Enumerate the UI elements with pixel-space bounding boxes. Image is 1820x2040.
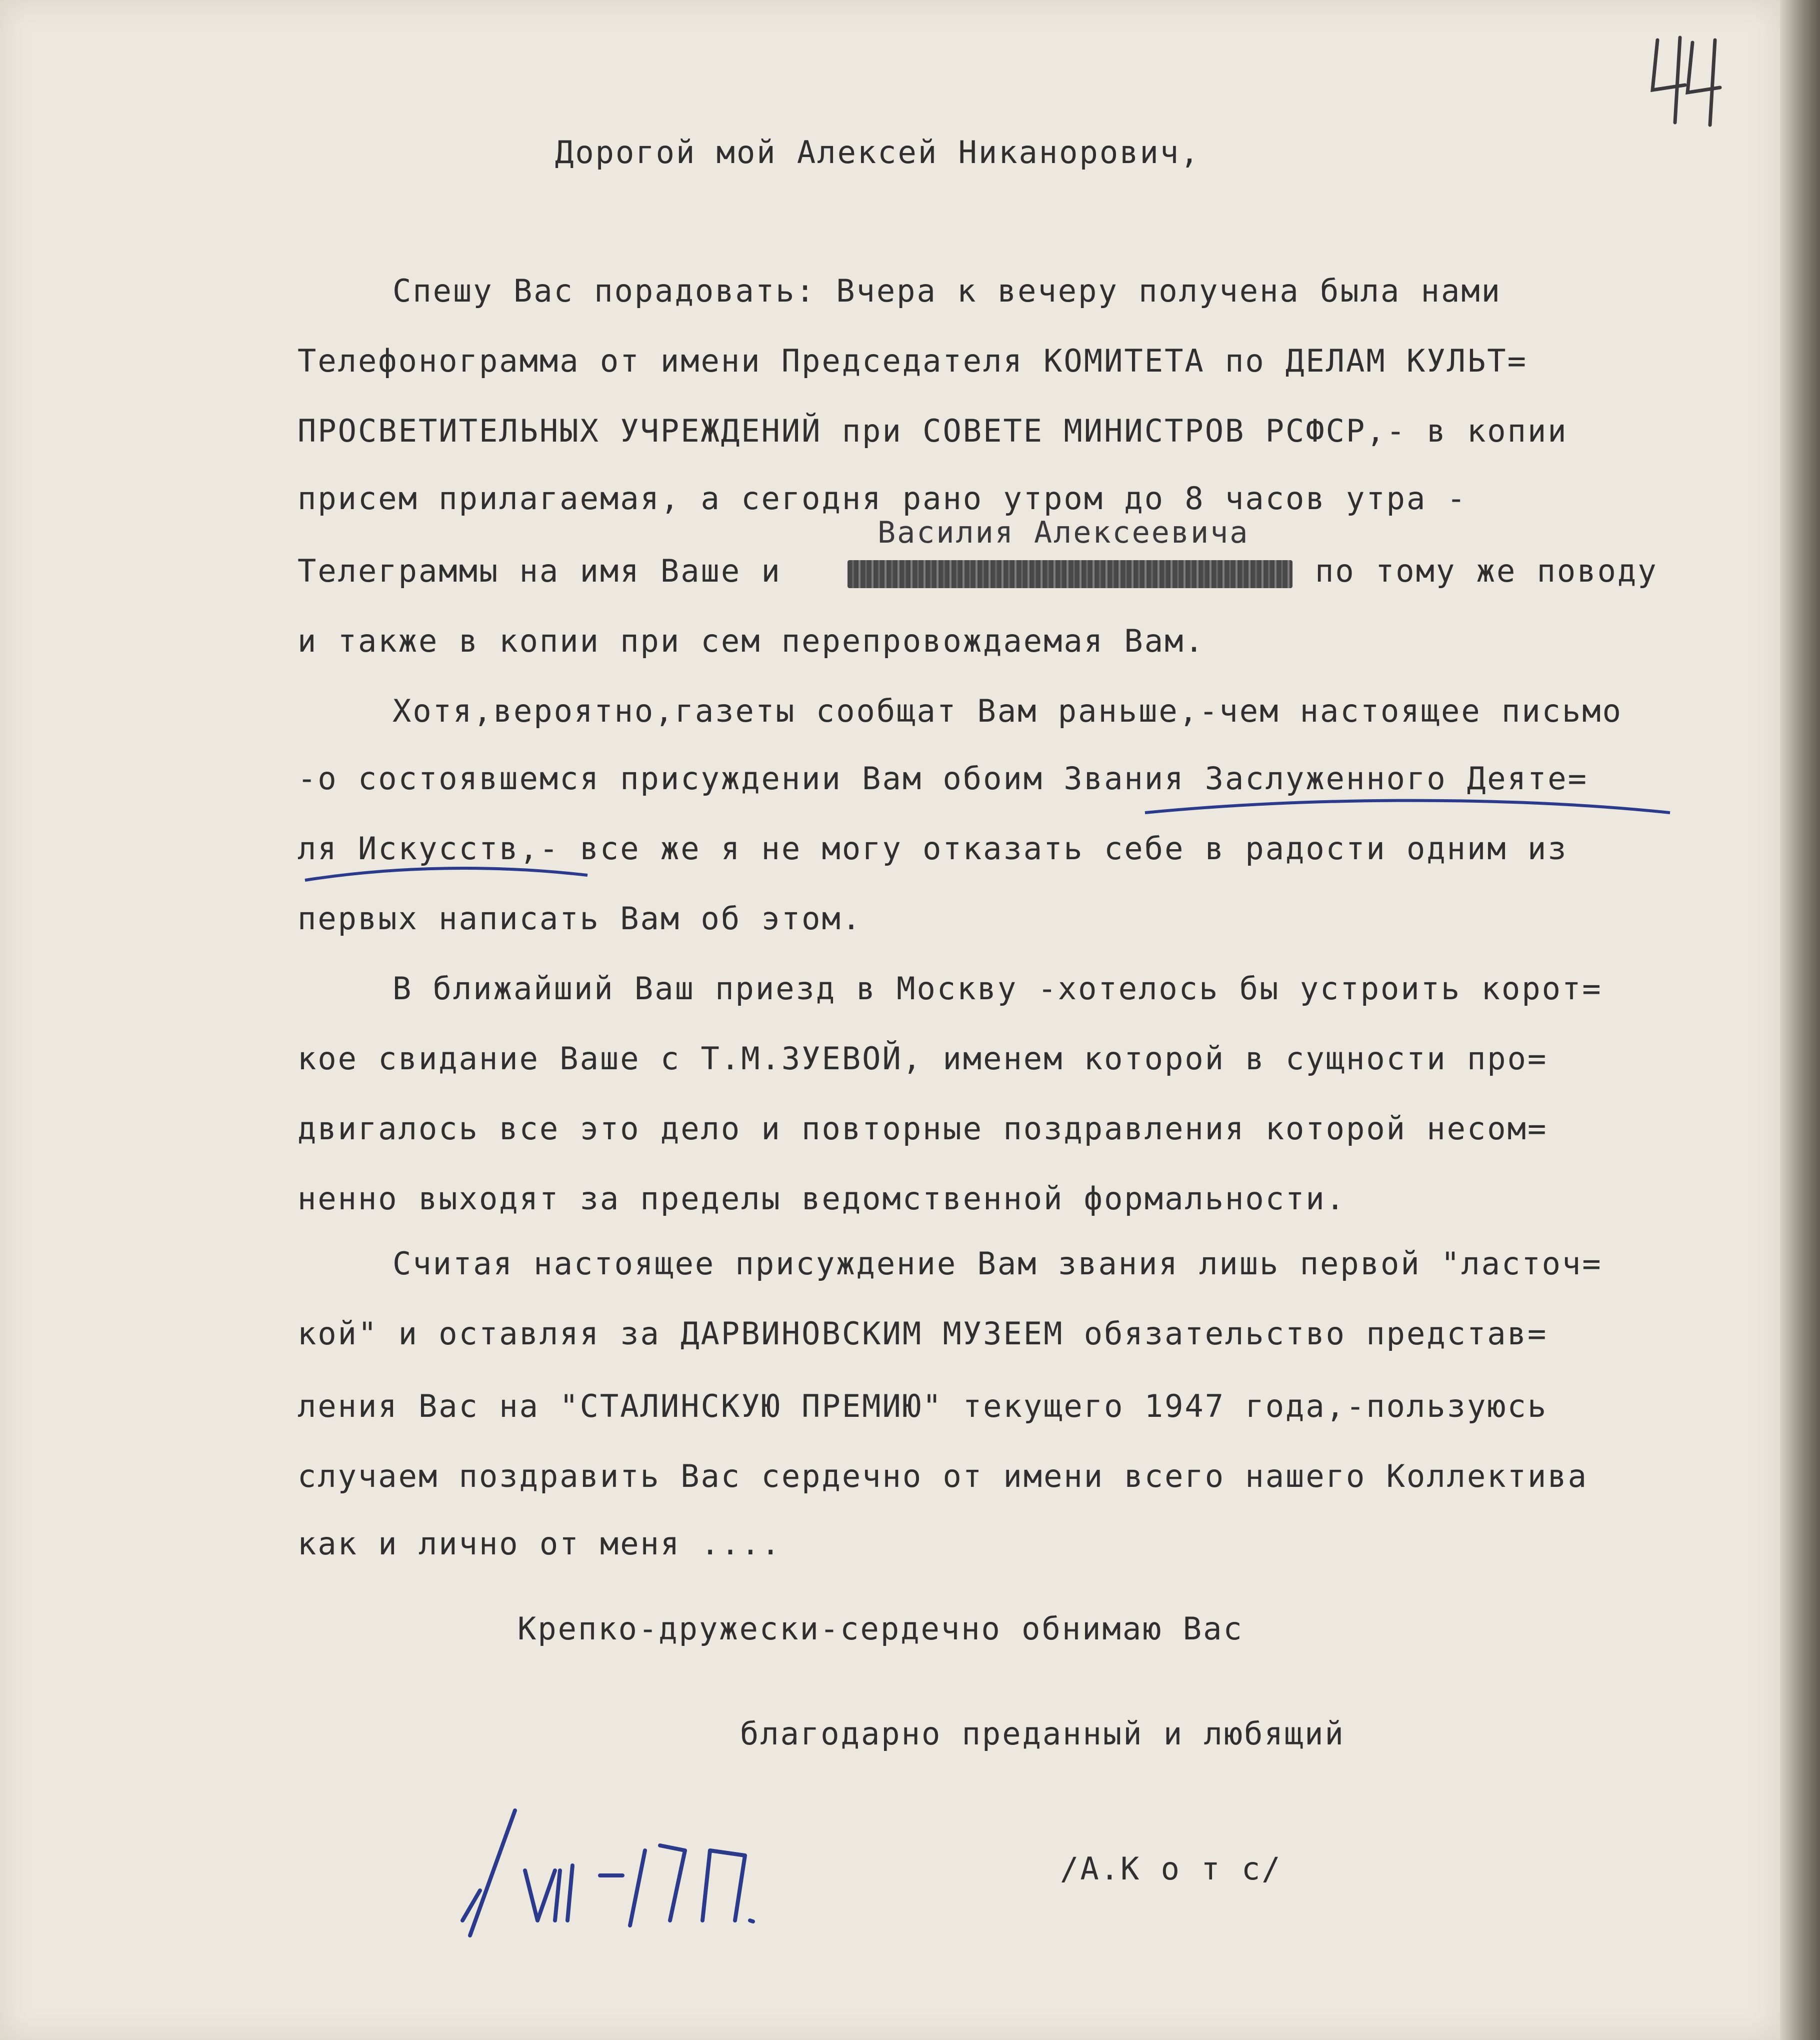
paragraph4-line: случаем поздравить Вас сердечно от имени всего нашего Коллектива — [298, 1458, 1588, 1494]
paragraph1-line: Спешу Вас порадовать: Вчера к вечеру получена была нами — [392, 273, 1502, 309]
paragraph4-line: как и лично от меня .... — [298, 1525, 782, 1562]
paragraph2-line: Хотя,вероятно,газеты сообщат Вам раньше,-чем настоящее письмо — [392, 693, 1622, 729]
paragraph4-line: ления Вас на "СТАЛИНСКУЮ ПРЕМИЮ" текущего 1947 года,-пользуюсь — [298, 1388, 1548, 1424]
struck-out-text — [848, 560, 1292, 588]
paragraph1-line: ПРОСВЕТИТЕЛЬНЫХ УЧРЕЖДЕНИЙ при СОВЕТЕ МИНИСТРОВ РСФСР,- в копии — [298, 413, 1568, 449]
closing-line: Крепко-дружески-сердечно обнимаю Вас — [518, 1610, 1244, 1647]
paragraph4-line: Считая настоящее присуждение Вам звания лишь первой "ласточ= — [392, 1245, 1602, 1282]
paragraph1-line: присем прилагаемая, а сегодня рано утром до 8 часов утра - — [298, 480, 1467, 517]
closing-line: благодарно преданный и любящий — [740, 1715, 1345, 1752]
paragraph2-line: первых написать Вам об этом. — [298, 900, 862, 937]
paragraph1-line: и также в копии при сем перепровождаемая Вам. — [298, 623, 1205, 659]
paragraph2-line: -о состоявшемся присуждении Вам обоим Звания Заслуженного Деяте= — [298, 760, 1588, 797]
paragraph1-line: Телефонограмма от имени Председателя КОМИТЕТА по ДЕЛАМ КУЛЬТ= — [298, 343, 1528, 379]
paragraph3-line: В ближайший Ваш приезд в Москву -хотелось бы устроить корот= — [392, 970, 1602, 1007]
handwritten-date — [450, 1795, 760, 1940]
paragraph3-line: двигалось все это дело и повторные поздравления которой несом= — [298, 1110, 1548, 1147]
signature: /А.К о т с/ — [1060, 1850, 1282, 1887]
typed-insertion: Василия Алексеевича — [878, 515, 1250, 550]
paragraph1-line: по тому же поводу — [1315, 553, 1658, 589]
paragraph3-line: кое свидание Ваше с Т.М.ЗУЕВОЙ, именем которой в сущности про= — [298, 1040, 1548, 1077]
paragraph2-line: ля Искусств,- все же я не могу отказать себе в радости одним из — [298, 830, 1568, 867]
archive-page-number — [1645, 30, 1725, 130]
paragraph4-line: кой" и оставляя за ДАРВИНОВСКИМ МУЗЕЕМ обязательство представ= — [298, 1315, 1548, 1352]
page-edge-underneath — [1780, 0, 1820, 2040]
paragraph3-line: ненно выходят за пределы ведомственной формальности. — [298, 1180, 1346, 1217]
greeting-line: Дорогой мой Алексей Никанорович, — [555, 134, 1200, 171]
paragraph1-line: Телеграммы на имя Ваше и — [298, 553, 782, 589]
